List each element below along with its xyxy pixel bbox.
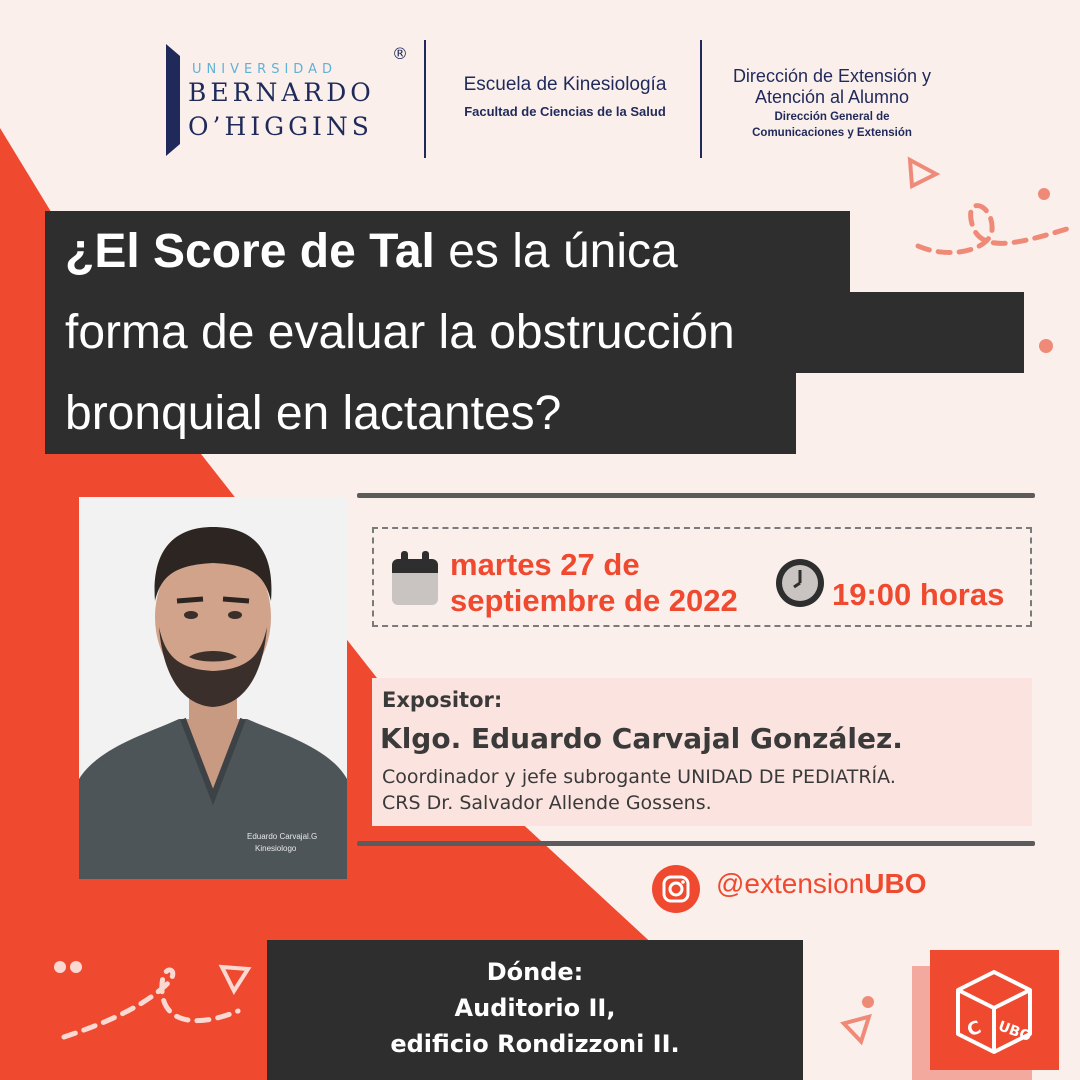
header-divider — [424, 40, 426, 158]
title-line-2: forma de evaluar la obstrucción — [45, 292, 1024, 373]
divider-top — [357, 493, 1035, 498]
department-line3: Dirección General de — [774, 111, 890, 123]
event-date-line2: septiembre de 2022 — [450, 583, 738, 618]
decorative-doodle-bottom — [50, 955, 260, 1080]
ubo-cube-logo-icon — [930, 950, 1059, 1070]
faculty-name: Facultad de Ciencias de la Salud — [464, 104, 666, 119]
speaker-name: Klgo. Eduardo Carvajal González. — [380, 722, 903, 755]
logo-text-ohiggins: O’HIGGINS — [188, 112, 373, 141]
university-logo — [166, 44, 416, 156]
speaker-label: Expositor: — [382, 688, 503, 712]
title-emphasis: ¿El Score de Tal — [65, 225, 435, 278]
speaker-role-line2: CRS Dr. Salvador Allende Gossens. — [382, 792, 712, 814]
instagram-handle[interactable] — [716, 868, 927, 900]
event-date-line1: martes 27 de — [450, 547, 640, 582]
department-line4: Comunicaciones y Extensión — [752, 127, 912, 139]
instagram-handle-prefix: @extension — [716, 868, 865, 899]
event-date — [450, 547, 738, 619]
event-time: 19:00 horas — [832, 577, 1005, 612]
department-block — [712, 66, 952, 140]
venue-box — [267, 940, 803, 1080]
speaker-role — [382, 764, 896, 816]
title-line-1-rest: es la única — [434, 225, 678, 278]
svg-text:C: C — [964, 1016, 984, 1042]
logo-text-bernardo: BERNARDO — [188, 78, 375, 107]
venue-line2: edificio Rondizzoni II. — [390, 1030, 680, 1058]
speaker-photo — [79, 497, 347, 879]
decorative-triangle — [840, 990, 890, 1050]
title-line-1 — [45, 211, 850, 292]
venue-line1: Auditorio II, — [454, 994, 616, 1022]
calendar-icon — [390, 549, 440, 607]
divider-bottom — [357, 841, 1035, 846]
badge-text: UBO — [995, 1018, 1034, 1046]
instagram-icon[interactable] — [651, 864, 701, 914]
venue-label: Dónde: — [486, 958, 584, 986]
title-line-3: bronquial en lactantes? — [45, 373, 796, 454]
speaker-role-line1: Coordinador y jefe subrogante UNIDAD DE PEDIATRÍA. — [382, 766, 896, 788]
event-title — [45, 211, 1024, 454]
instagram-handle-bold: UBO — [864, 868, 927, 899]
speaker-portrait-icon — [79, 497, 347, 879]
header-divider — [700, 40, 702, 158]
school-block — [440, 74, 690, 119]
logo-bar-icon — [166, 44, 182, 156]
logo-text-universidad: UNIVERSIDAD — [192, 62, 337, 77]
clock-icon — [774, 557, 826, 609]
ubo-badge — [930, 950, 1059, 1070]
speaker-info — [372, 678, 1032, 826]
scrubs-embroidery-name: Eduardo Carvajal.G — [247, 832, 318, 841]
date-time-box — [372, 527, 1032, 627]
department-line2: Atención al Alumno — [754, 87, 910, 107]
school-name: Escuela de Kinesiología — [463, 74, 667, 95]
scrubs-embroidery-title: Kinesiologo — [255, 844, 297, 853]
department-line1: Dirección de Extensión y — [732, 66, 932, 86]
registered-mark: ® — [392, 44, 408, 63]
